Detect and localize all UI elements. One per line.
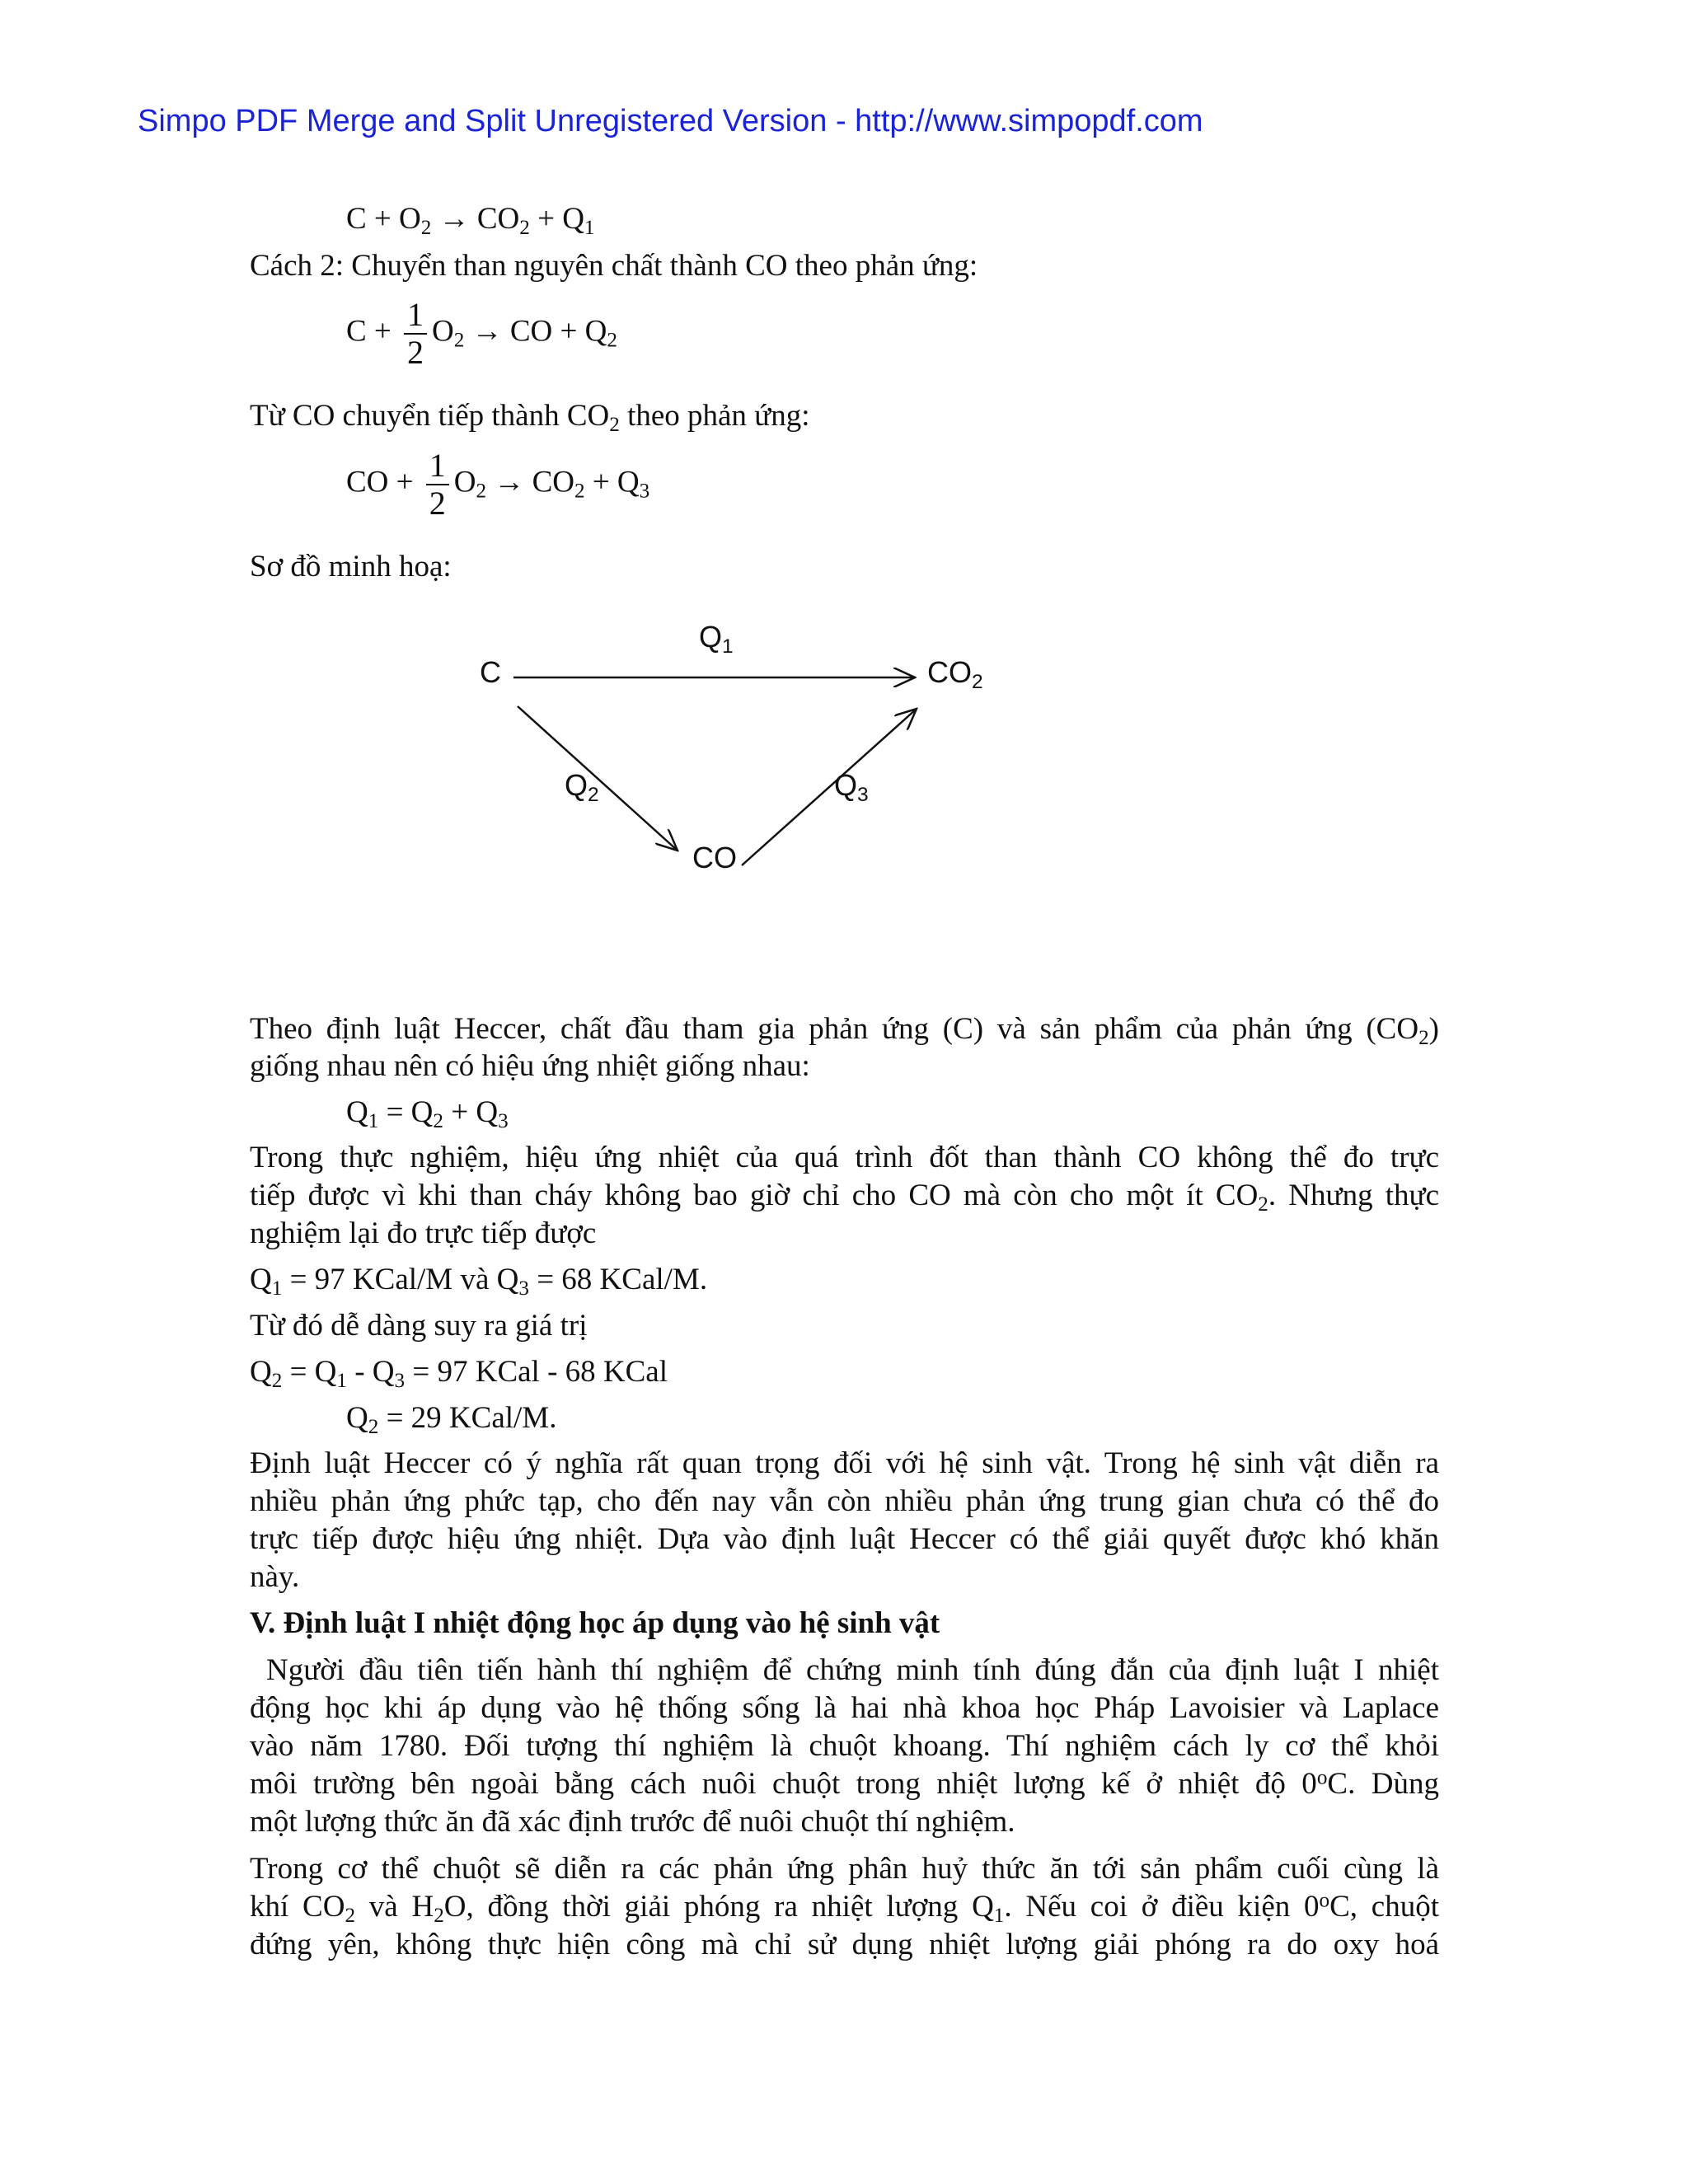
para-mouse-line-2: khí $CO_2$ và $H_2O$, đồng thời giải phóng ra nhiệt lượng $Q_1$. Nếu coi ở điều kiện 0$^o$C, chuột xyxy=(250,1889,1439,1928)
para-experiment-line-1: Trong thực nghiệm, hiệu ứng nhiệt của quá trình đốt than thành CO không thể đo trực xyxy=(250,1141,1439,1174)
para-lavoisier-line-2: động học khi áp dụng vào hệ thống sống là hai nhà khoa học Pháp Lavoisier và Laplace xyxy=(250,1691,1439,1725)
text-tu-do: Từ đó dễ dàng suy ra giá trị xyxy=(250,1309,588,1343)
text-so-do: Sơ đồ minh hoạ: xyxy=(250,550,452,583)
para-mouse-line-1: Trong cơ thể chuột sẽ diễn ra các phản ứng phân huỷ thức ăn tới sản phẩm cuối cùng là xyxy=(250,1852,1439,1886)
equation-q1-q3-values: $Q_1 = 97$ KCal/M và $Q_3 = 68$ KCal/M. xyxy=(250,1263,708,1301)
arrow-co-to-co2 xyxy=(742,709,917,865)
para-mouse-line-3: đứng yên, không thực hiện công mà chỉ sử dụng nhiệt lượng giải phóng ra do oxy hoá xyxy=(250,1928,1439,1961)
para-lavoisier-line-4: môi trường bên ngoài bằng cách nuôi chuột trong nhiệt lượng kế ở nhiệt độ 0$^o$C. Dùng xyxy=(250,1766,1439,1801)
equation-q2-diff: $Q_2 = Q_1 - Q_3 = 97$ KCal - 68 KCal xyxy=(250,1355,668,1393)
section-heading-v: V. Định luật I nhiệt động học áp dụng vào hệ sinh vật xyxy=(250,1606,940,1640)
equation-c-half-o2: C + $\frac{1}{2}$ $O_2$ → CO + $Q_2$ xyxy=(346,296,617,371)
watermark-banner: Simpo PDF Merge and Split Unregistered Version - http://www.simpopdf.com xyxy=(138,104,1203,138)
text-tu-co: Từ CO chuyển tiếp thành $CO_2$ theo phản ứng: xyxy=(250,399,810,437)
text-cach-2: Cách 2: Chuyển than nguyên chất thành CO theo phản ứng: xyxy=(250,249,978,283)
para-lavoisier-line-1: Người đầu tiên tiến hành thí nghiệm để chứng minh tính đúng đắn của định luật I nhiệt xyxy=(266,1653,1439,1687)
fraction-one-half: $\frac{1}{2}$ xyxy=(404,298,427,369)
equation-q2-result: $Q_2 = 29$ KCal/M. xyxy=(346,1401,557,1439)
equation-c-o2: $C + O_2 \to CO_2 + Q_1$ xyxy=(346,202,595,240)
para-significance-line-1: Định luật Heccer có ý nghĩa rất quan trọng đối với hệ sinh vật. Trong hệ sinh vật diễn ra xyxy=(250,1446,1439,1480)
equation-co-half-o2: CO + $\frac{1}{2}$ $O_2 \to CO_2 + Q_3$ xyxy=(346,447,650,522)
para-experiment-line-3: nghiệm lại đo trực tiếp được xyxy=(250,1216,597,1250)
label-c: C xyxy=(480,655,501,689)
label-q3: $Q_3$ xyxy=(834,768,869,806)
label-q1: $Q_1$ xyxy=(699,620,734,658)
para-experiment-line-2: tiếp được vì khi than cháy không bao giờ chỉ cho CO mà còn cho một ít $CO_2$. Nhưng thực xyxy=(250,1179,1439,1216)
para-significance-line-4: này. xyxy=(250,1560,300,1594)
para-lavoisier-line-5: một lượng thức ăn đã xác định trước để nuôi chuột thí nghiệm. xyxy=(250,1805,1015,1839)
fraction-one-half: $\frac{1}{2}$ xyxy=(426,449,449,520)
para-heccer-line-1: Theo định luật Heccer, chất đầu tham gia phản ứng (C) và sản phẩm của phản ứng $(CO_2)$ xyxy=(250,1012,1439,1050)
label-co2: $CO_2$ xyxy=(927,655,983,693)
label-q2: $Q_2$ xyxy=(565,768,599,806)
equation-q1-sum: $Q_1 = Q_2 + Q_3$ xyxy=(346,1095,509,1133)
label-co: CO xyxy=(692,841,737,874)
para-significance-line-2: nhiều phản ứng phức tạp, cho đến nay vẫn còn nhiều phản ứng trung gian chưa có thể đo xyxy=(250,1484,1439,1518)
para-lavoisier-line-3: vào năm 1780. Đối tượng thí nghiệm là chuột khoang. Thí nghiệm cách ly cơ thể khỏi xyxy=(250,1729,1439,1763)
para-significance-line-3: trực tiếp được hiệu ứng nhiệt. Dựa vào định luật Heccer có thể giải quyết được khó khăn xyxy=(250,1522,1439,1556)
para-heccer-line-2: giống nhau nên có hiệu ứng nhiệt giống nhau: xyxy=(250,1049,810,1083)
